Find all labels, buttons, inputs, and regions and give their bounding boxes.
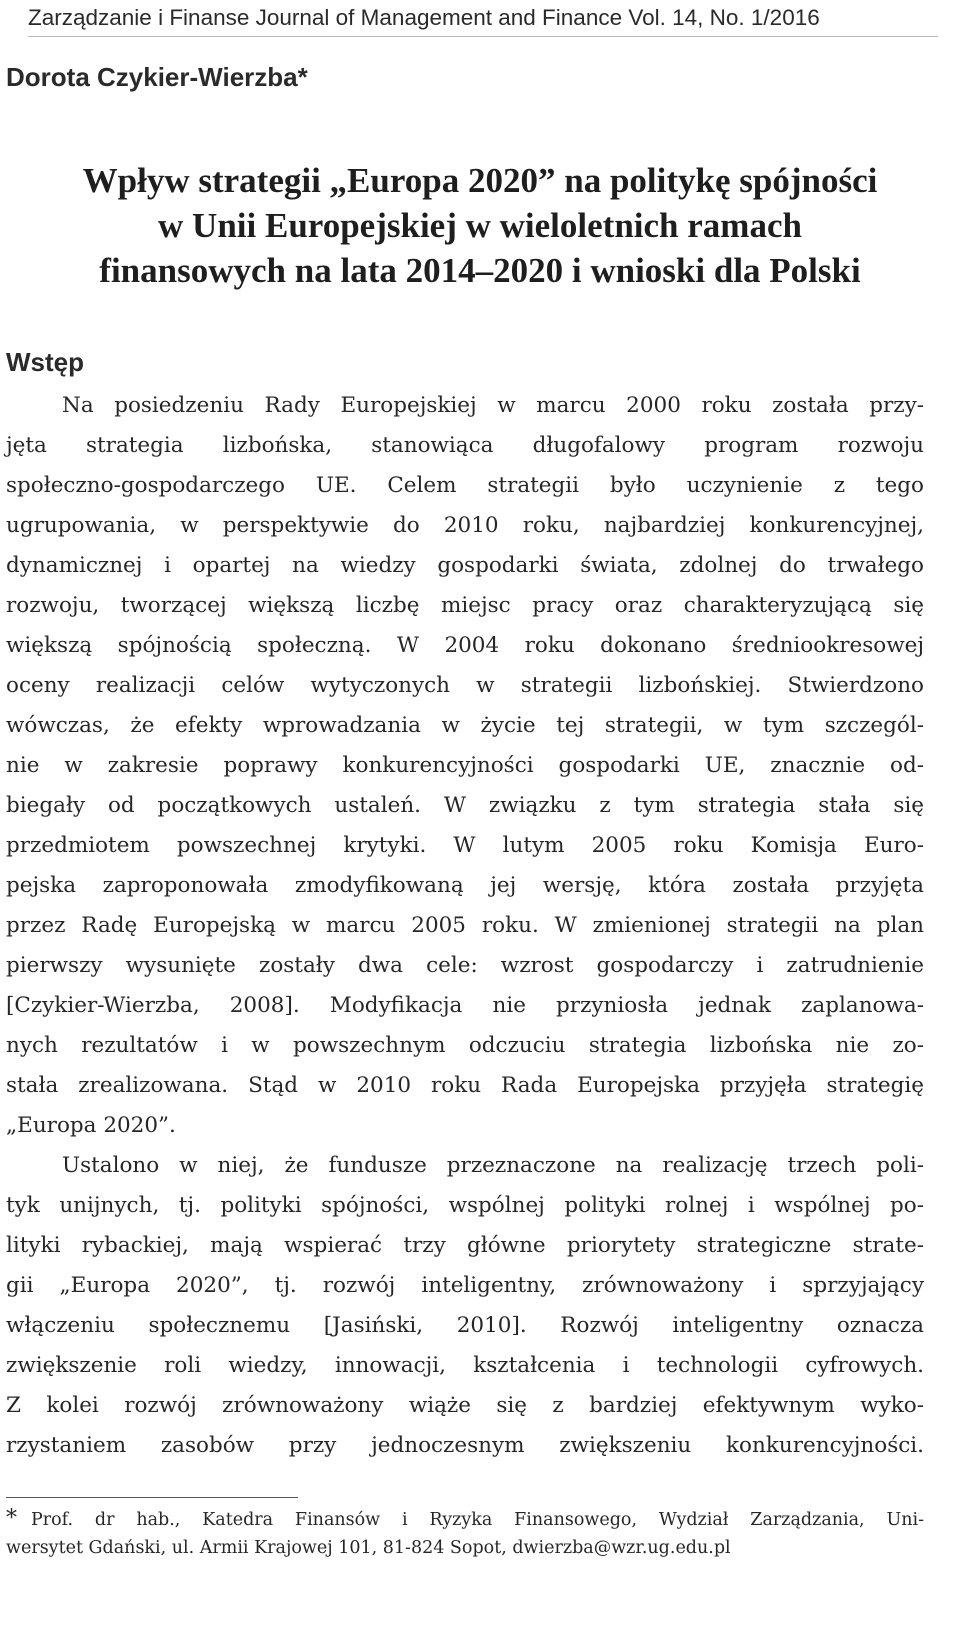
text-line: wówczas, że efekty wprowadzania w życie tej strategii, w tym szczegól-	[6, 713, 924, 738]
text-line: pierwszy wysunięte zostały dwa cele: wzrost gospodarczy i zatrudnienie	[6, 953, 924, 978]
text-line: stała zrealizowana. Stąd w 2010 roku Rada Europejska przyjęła strategię	[6, 1073, 924, 1098]
text-line: przez Radę Europejską w marcu 2005 roku. W zmienionej strategii na plan	[6, 913, 924, 938]
text-line: dynamicznej i opartej na wiedzy gospodarki świata, zdolnej do trwałego	[6, 553, 924, 578]
footnote-line	[6, 1505, 924, 1534]
text-line: ugrupowania, w perspektywie do 2010 roku, najbardziej konkurencyjnej,	[6, 513, 924, 538]
text-line: „Europa 2020”.	[6, 1113, 176, 1138]
footnote-text: Prof. dr hab., Katedra Finansów i Ryzyka Finansowego, Wydział Zarządzania, Uni-	[31, 1510, 924, 1530]
article-title	[0, 158, 960, 293]
title-line: finansowych na lata 2014–2020 i wnioski dla Polski	[99, 251, 861, 290]
text-line: tyk unijnych, tj. polityki spójności, wspólnej polityki rolnej i wspólnej po-	[6, 1193, 924, 1218]
text-line: nych rezultatów i w powszechnym odczuciu strategia lizbońska nie zo-	[6, 1033, 924, 1058]
text-line: oceny realizacji celów wytyczonych w strategii lizbońskiej. Stwierdzono	[6, 673, 924, 698]
text-line: nie w zakresie poprawy konkurencyjności gospodarki UE, znacznie od-	[6, 753, 924, 778]
text-line: pejska zaproponowała zmodyfikowaną jej wersję, która została przyjęta	[6, 873, 924, 898]
text-line: włączeniu społecznemu [Jasiński, 2010]. Rozwój inteligentny oznacza	[6, 1313, 924, 1338]
text-line: jęta strategia lizbońska, stanowiąca długofalowy program rozwoju	[6, 433, 924, 458]
title-line: w Unii Europejskiej w wieloletnich ramach	[158, 206, 802, 245]
title-line: Wpływ strategii „Europa 2020” na politykę spójności	[82, 161, 878, 200]
section-heading: Wstęp	[6, 347, 84, 377]
text-line: zwiększenie roli wiedzy, innowacji, kształcenia i technologii cyfrowych.	[6, 1353, 924, 1378]
footnote-rule	[6, 1497, 298, 1498]
text-line: przedmiotem powszechnej krytyki. W lutym 2005 roku Komisja Euro-	[6, 833, 924, 858]
text-line: rozwoju, tworzącej większą liczbę miejsc pracy oraz charakteryzującą się	[6, 593, 924, 618]
text-line: biegały od początkowych ustaleń. W związku z tym strategia stała się	[6, 793, 924, 818]
text-line: [Czykier-Wierzba, 2008]. Modyfikacja nie przyniosła jednak zaplanowa-	[6, 993, 924, 1018]
author-name: Dorota Czykier-Wierzba*	[6, 62, 308, 92]
text-line: Ustalono w niej, że fundusze przeznaczone na realizację trzech poli-	[62, 1153, 924, 1178]
text-line: społeczno-gospodarczego UE. Celem strategii było uczynienie z tego	[6, 473, 924, 498]
text-line: lityki rybackiej, mają wspierać trzy główne priorytety strategiczne strate-	[6, 1233, 924, 1258]
text-line: gii „Europa 2020”, tj. rozwój inteligentny, zrównoważony i sprzyjający	[6, 1273, 924, 1298]
text-line: Z kolei rozwój zrównoważony wiąże się z bardziej efektywnym wyko-	[6, 1393, 924, 1418]
text-line: Na posiedzeniu Rady Europejskiej w marcu 2000 roku została przy-	[62, 393, 924, 418]
footnote	[6, 1505, 924, 1562]
text-line: rzystaniem zasobów przy jednoczesnym zwiększeniu konkurencyjności.	[6, 1433, 924, 1458]
body-text	[6, 386, 924, 1466]
running-head: Zarządzanie i Finanse Journal of Management and Finance Vol. 14, No. 1/2016	[28, 4, 938, 37]
footnote-line: wersytet Gdański, ul. Armii Krajowej 101, 81-824 Sopot, dwierzba@wzr.ug.edu.pl	[6, 1538, 731, 1558]
footnote-mark: *	[6, 1506, 17, 1531]
text-line: większą spójnością społeczną. W 2004 roku dokonano średniookresowej	[6, 633, 924, 658]
